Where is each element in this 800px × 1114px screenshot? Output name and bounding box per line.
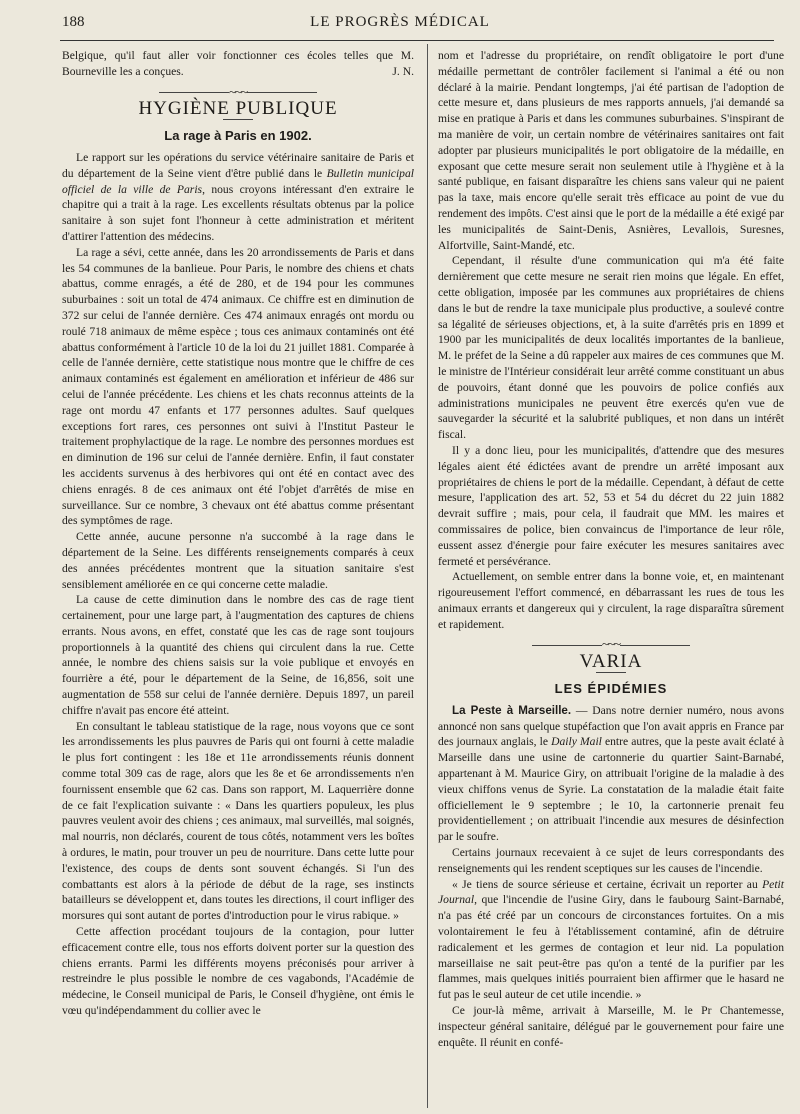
section-title-varia: VARIA <box>579 651 643 673</box>
subsection-title-epidemies: LES ÉPIDÉMIES <box>554 681 668 697</box>
running-head: LE PROGRÈS MÉDICAL <box>310 14 490 30</box>
paragraph: Il y a donc lieu, pour les municipalités, d'attendre que des mesures légales aient été édictées avant de prendre un arrêté imposant aux propriétaires de chiens le port de la médaille. Cependant, à défaut de cette mesure, l'application des art. 52, 53 et 54 du décret du 22 juin 1882 devrait suffire ; mais, pour cela, il faudrait que MM. les maires et commissaires de police, bien convaincus de l'importance de leur rôle, eussent assez d'énergie pour faire exécuter les mesures sanitaires avec fermeté et persévérance. <box>438 443 784 568</box>
page-number: 188 <box>62 14 85 30</box>
paragraph: Certains journaux recevaient à ce sujet de leurs correspondants des renseignements qui les rendent sceptiques sur les causes de l'incendie. <box>438 846 784 875</box>
paragraph: Le rapport sur les opérations du service vétérinaire sanitaire de Paris et du département de la Seine vient d'être publié dans le Bulletin municipal officiel de la ville de Paris, nous croyons intéressant d'en extraire le chapitre qui a trait à la rage. Les excellents résultats obtenus par la police sanitaire à son sujet font l'honneur à cette administration et méritent d'attirer l'attention des médecins. <box>62 150 414 243</box>
paragraph: Actuellement, on semble entrer dans la bonne voie, et, en maintenant rigoureusement l'effort commencé, en débarrassant les rues de tous les animaux errants et dangereux qui y circulent, la rage disparaîtra sûrement et rapidement. <box>438 570 784 631</box>
right-column <box>438 48 784 1050</box>
article-title-rage: La rage à Paris en 1902. <box>164 128 312 144</box>
article-lead-peste: La Peste à Marseille. <box>452 703 572 717</box>
column-divider <box>427 44 428 1108</box>
signature: J. N. <box>392 64 414 78</box>
paragraph: Cette affection procédant toujours de la contagion, pour lutter efficacement contre elle, tous nos efforts doivent porter sur la question des chiens errants. Parmi les différents moyens préconisés pour arriver à restreindre le plus possible le nombre de ces vagabonds, l'Académie de médecine, le Conseil municipal de Paris, le Conseil d'hygiène, ont émis le vœu qu'indépendamment du collier avec le <box>62 925 414 1018</box>
paragraph: Ce jour-là même, arrivait à Marseille, M. le Pr Chantemesse, inspecteur général sanitaire, délégué par le gouvernement pour faire une enquête. Il réunit en confé- <box>438 1004 784 1049</box>
paragraph: Cependant, il résulte d'une communication qui m'a été faite dernièrement que cette mesure ne serait rien moins que légale. En effet, cette obligation, imposée par les communes aux propriétaires de chiens dans le but de rendre la taxe municipale plus productive, a soulevé contre sa légalité de sérieuses objections, et, à la suite d'arrêtés pris en 1899 et 1900 par les municipalités de deux localités importantes de la banlieue, M. le préfet de la Seine a dû rappeler aux maires de ces communes que M. le ministre de l'Intérieur considérait leur arrêté comme constituant un abus de pouvoirs, étant donné que les pouvoirs de police confiés aux administrations municipales ne peuvent être exercés qu'en vue de sauvegarder la sécurité et la salubrité publiques, et non dans un intérêt fiscal. <box>438 254 784 442</box>
paragraph: En consultant le tableau statistique de la rage, nous voyons que ce sont les arrondissements les plus pauvres de Paris qui ont fourni à cette maladie le plus fort contingent : les 18e et 11e arrondissements réunis donnent comme total 309 cas de rage, alors que les 8e et 6e arrondissements n'en fournissent ensemble que 62 cas. Dans son rapport, M. Laquerrière donne de ce fait l'explication suivante : « Dans les quartiers populeux, les plus pauvres veulent avoir des chiens ; ces animaux, mal surveillés, mal soignés, mal nourris, non déclarés, courent de tous côtés, notamment vers les boîtes à ordures, le matin, pour trouver un peu de nourriture. Dans cette lutte pour l'existence, des coups de dents sont souvent échangés. Si l'un des combattants est alors à la période de début de la rage, ses instincts batailleurs se développent et, dans toutes les directions, il court infliger des morsures qui sont autant de portes d'introduction pour le virus rabique. » <box>62 719 414 923</box>
header-rule <box>60 40 774 41</box>
paragraph: La Peste à Marseille. — Dans notre dernier numéro, nous avons annoncé non sans quelque stupéfaction que l'on avait appris en France par des journaux anglais, le Daily Mail entre autres, que la peste avait éclaté à Marseille dans une usine de cartonnerie du quartier Saint-Barnabé, appartenant à M. Maurice Giry, on attribuait l'origine de la maladie à des vieux chiffons venus de Syrie. La constatation de la maladie était faite officiellement le 9 septembre ; le 10, la cartonnerie prenait feu providentiellement ; on attribuait l'incendie aux mesures de désinfection par le soufre. <box>438 703 784 844</box>
section-rule <box>596 672 626 673</box>
section-rule <box>223 119 253 120</box>
ornament-divider: ~~~ <box>438 636 784 652</box>
paragraph: nom et l'adresse du propriétaire, on rendît obligatoire le port d'une médaille permettant de contrôler facilement si l'animal a été ou non déclaré à la mairie. Pendant longtemps, j'ai été partisan de l'adoption de cette mesure et, dans plusieurs de mes rapports annuels, j'ai demandé sa mise en pratique à Paris et dans les communes suburbaines. S'inspirant de ma manière de voir, un certain nombre de vétérinaires sanitaires ont fait adopter par plusieurs municipalités le port obligatoire de la médaille, en exposant que cette mesure serait non seulement utile à l'hygiène et à la santé publique, en faisant disparaître les chiens sans valeur qui ne paient pas la taxe, mais encore qu'elle serait très efficace au point de vue du rendement des impôts. C'est ainsi que le port de la médaille a été exigé par les municipalités de Saint-Denis, Asnières, Levallois, Suresnes, Alfortville, Saint-Mandé, etc. <box>438 49 784 252</box>
opening-paragraph: Belgique, qu'il faut aller voir fonctionner ces écoles telles que M. Bourneville les a conçues. J. N. <box>62 49 414 78</box>
paragraph: La rage a sévi, cette année, dans les 20 arrondissements de Paris et dans les 54 communes de la banlieue. Pour Paris, le nombre des chiens et chats abattus, comme enragés, a été de 280, et de 194 pour les communes suburbaines : soit un total de 474 animaux. Ce chiffre est en diminution de 372 sur celui de l'année dernière. Ces 474 animaux enragés ont mordu ou roulé 718 animaux de même espèce ; tous ces animaux contaminés ont été abattus conformément à l'article 10 de la loi du 21 juillet 1881. Comparée à celle de l'année dernière, cette statistique nous montre que le chiffre de ces animaux contaminés est également en amélioration et inférieur de 486 sur celui de l'année précédente. Les chiens et les chats reconnus atteints de la rage ont mordu 47 enfants et 177 personnes adultes. Sauf quelques exceptions fort rares, ces personnes ont suivi à l'Institut Pasteur le traitement prophylactique de la rage. Le nombre des personnes mordues est en diminution de 196 sur celui de l'année dernière. Enfin, il faut constater les accidents survenus à des herbivores qui ont été en contact avec des chiens enragés. 8 de ces animaux ont été l'objet d'arrêtés de mise en surveillance. Sur ce nombre, 3 chevaux ont été abattus comme présentant des symptômes de rage. <box>62 245 414 528</box>
paragraph: Cette année, aucune personne n'a succombé à la rage dans le département de la Seine. Les différents renseignements comparés à ceux des années précédentes montrent que la situation sanitaire s'est sensiblement améliorée en ce qui concerne cette maladie. <box>62 530 414 591</box>
ornament-divider: ~~~ <box>62 84 414 100</box>
paragraph: « Je tiens de source sérieuse et certaine, écrivait un reporter au Petit Journal, que l'incendie de l'usine Giry, dans le faubourg Saint-Barnabé, n'a pas été créé par un concours de circonstances fortuites. On a mis volontairement le feu à l'établissement contaminé, afin de détruire radicalement et les germes de contagion et leur nid. La population marseillaise ne sait peut-être pas qu'on a tenté de la purifier par les flammes, mais quelques initiés pourraient bien affirmer que le hasard ne fut pas le seul auteur de cet utile incendie. » <box>438 877 784 1002</box>
paragraph: La cause de cette diminution dans le nombre des cas de rage tient certainement, pour une large part, à l'augmentation des captures de chiens errants. Nous avons, en effet, constaté que les cas de rage sont toujours proportionnels à la quantité des chiens qui circulent dans la rue. Cette année, le nombre des chiens saisis sur la voie publique et envoyés en fourrière a été, pour le département de la Seine, de 16,856, soit une augmentation de 558 sur celui de l'année dernière. Depuis 1897, un pareil chiffre n'avait pas encore été atteint. <box>62 593 414 717</box>
left-column <box>62 48 414 1019</box>
section-title-hygiene: HYGIÈNE PUBLIQUE <box>138 98 338 120</box>
